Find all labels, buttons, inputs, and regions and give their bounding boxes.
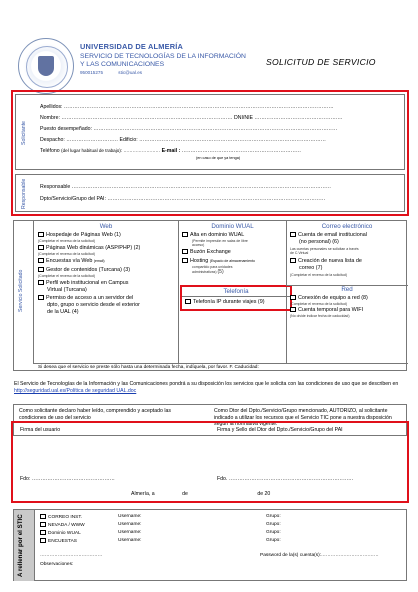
server-access-checkbox[interactable] — [38, 295, 44, 300]
server-access-label-1: Permiso de acceso a un servidor del — [46, 295, 134, 301]
web-dynamic-checkbox[interactable] — [38, 245, 44, 250]
server-access-label-3: de la UAL (4) — [47, 309, 79, 315]
web-survey-checkbox[interactable] — [38, 258, 44, 263]
stic-row-service: NEVADA / WWW — [48, 523, 85, 528]
stic-extra-line[interactable]: ………………………………… — [40, 553, 103, 558]
web-dynamic-label: Páginas Web dinámicas (ASP/PHP) (2) — [46, 245, 141, 251]
user-signature-title: Firma del usuario — [20, 427, 61, 433]
ip-phone-label: Telefonía IP durante viajes (9) — [193, 299, 265, 305]
network-option[interactable] — [290, 295, 368, 301]
conditions-text — [14, 381, 406, 394]
web-survey-label: Encuestas vía Web — [46, 258, 93, 264]
exchange-option[interactable] — [182, 249, 231, 255]
hosting-number: (5) — [217, 269, 224, 275]
stic-row — [40, 522, 85, 529]
departamento-field[interactable]: Dpto/Servicio/Grupo del PAI: ……………………………………………………………………………………………………………… — [40, 196, 326, 202]
services-section — [13, 220, 407, 371]
cms-option[interactable] — [38, 267, 130, 273]
email-field[interactable]: …………………………………………………………… — [181, 148, 302, 154]
inst-email-label-1: Cuenta de email institucional — [298, 232, 367, 238]
hosting-label: Hosting — [190, 258, 209, 264]
profile-option[interactable] — [38, 280, 128, 286]
telefonia-box — [180, 285, 292, 311]
wifi-note: (No olvide indicar fecha de caducidad) — [290, 314, 350, 318]
telefonia-divider — [182, 296, 290, 297]
web-dynamic-note: (Completar el reverso de la solicitud) — [38, 252, 95, 256]
network-note: (Completar el reverso de la solicitud) — [290, 302, 347, 306]
web-hosting-note: (Completar el reverso de la solicitud) — [38, 239, 95, 243]
service-name-line1: SERVICIO DE TECNOLOGÍAS DE LA INFORMACIÓN — [80, 53, 246, 60]
cms-checkbox[interactable] — [38, 267, 44, 272]
hosting-note-3 — [192, 270, 224, 274]
stic-row-service: ENCUESTAS — [48, 539, 77, 544]
telefono-field[interactable] — [40, 148, 301, 154]
stic-row-service: Dominio WUAL — [48, 531, 81, 536]
stic-side-panel — [14, 510, 35, 581]
director-signature-name[interactable]: Fdo. ……………………………………………………………… — [217, 476, 354, 482]
service-name — [80, 53, 280, 69]
ip-phone-checkbox[interactable] — [185, 299, 191, 304]
stic-row-user[interactable]: Username: — [118, 514, 142, 519]
expiry-date-field[interactable]: Si desea que el servicio se preste sólo hasta una determinada fecha, indíquela, por favor. F. Caducidad: — [38, 365, 259, 370]
phone-number: 950015275 — [80, 70, 103, 75]
ip-phone-option[interactable] — [185, 299, 265, 305]
nombre-field[interactable]: Nombre: ……………………………………………………………………………………… DNI/NIE …………………………………………… — [40, 115, 343, 121]
wifi-checkbox[interactable] — [290, 307, 296, 312]
exchange-checkbox[interactable] — [182, 249, 188, 254]
cms-note: (Completar el reverso de la solicitud) — [38, 274, 95, 278]
stic-row-group[interactable]: Grupo: — [266, 530, 281, 535]
hosting-note-1: (Espacio de almacenamiento — [209, 259, 255, 263]
correo-column-title: Correo electrónico — [321, 223, 373, 230]
apellidos-field[interactable]: Apellidos: ………………………………………………………………………………………………………………………………………… — [40, 104, 334, 110]
date-de-2: de 20 — [257, 491, 271, 497]
web-survey-note: (email) — [93, 259, 105, 263]
divider-footer — [33, 363, 408, 364]
wual-column-title: Dominio WUAL — [211, 223, 254, 230]
email-label: E-mail : — [161, 148, 181, 154]
network-label: Conexión de equipo a red (8) — [298, 295, 368, 301]
mailing-list-checkbox[interactable] — [290, 258, 296, 263]
stic-row-user[interactable]: Username: — [118, 538, 142, 543]
stic-row-checkbox[interactable] — [40, 514, 46, 519]
responsable-field[interactable]: Responsable …………………………………………………………………………………………………………………………………… — [40, 184, 332, 190]
hosting-note-2: compartido para unidades — [192, 265, 233, 269]
stic-section — [13, 509, 407, 581]
hosting-option[interactable] — [182, 258, 255, 264]
mailing-list-label-1: Creación de nueva lista de — [298, 258, 362, 264]
stic-row — [40, 538, 77, 545]
signature-section — [11, 421, 409, 503]
applicant-section — [11, 90, 409, 216]
contact-email: stic@ual.es — [118, 70, 143, 75]
exchange-label: Buzón Exchange — [190, 249, 231, 255]
wifi-option[interactable] — [290, 307, 363, 313]
contact-info — [80, 70, 156, 76]
service-name-line2: Y LAS COMUNICACIONES — [80, 61, 165, 68]
stic-row-checkbox[interactable] — [40, 530, 46, 535]
web-dynamic-option[interactable] — [38, 245, 140, 251]
web-hosting-checkbox[interactable] — [38, 232, 44, 237]
wual-account-note-2: acceso) — [192, 243, 205, 247]
network-checkbox[interactable] — [290, 295, 296, 300]
date-place: Almería, a — [131, 491, 155, 497]
services-side-label: Servicio Solicitado — [18, 269, 24, 313]
password-field[interactable]: Password de la(s) cuenta(s):……………………………… — [260, 553, 379, 558]
inst-email-label-2: (no personal) (6) — [299, 239, 339, 245]
despacho-field[interactable]: Despacho: ………………………… Edificio: ……………………………………………………………………………………………… — [40, 137, 326, 143]
wual-account-label: Alta en dominio WUAL — [190, 232, 245, 238]
mailing-list-note: (Completar el reverso de la solicitud) — [290, 273, 347, 277]
stic-row-service: CORREO INST. — [48, 515, 83, 520]
red-column-title: Red — [341, 286, 353, 293]
university-seal-logo — [18, 38, 74, 94]
divider-left — [33, 221, 34, 363]
document-title: SOLICITUD DE SERVICIO — [266, 57, 376, 67]
divider-col1 — [178, 221, 179, 363]
profile-label-1: Perfil web institucional en Campus — [46, 280, 129, 286]
inst-email-checkbox[interactable] — [290, 232, 296, 237]
responsable-label: Responsable — [21, 178, 27, 210]
profile-checkbox[interactable] — [38, 280, 44, 285]
stic-row — [40, 514, 82, 521]
web-column-title: Web — [99, 223, 113, 230]
stic-row-group[interactable]: Grupo: — [266, 522, 281, 527]
observations-field[interactable]: Observaciones: — [40, 562, 74, 567]
stic-row-group[interactable]: Grupo: — [266, 538, 281, 543]
applicant-declaration: Como solicitante declaro haber leído, comprendido y aceptado las condiciones de uso del servicio — [19, 408, 171, 421]
mailing-list-option[interactable] — [290, 258, 362, 264]
hosting-checkbox[interactable] — [182, 258, 188, 263]
profile-label-2: Virtual (Turcana) — [47, 287, 87, 293]
date-line[interactable] — [131, 491, 331, 498]
conditions-body: El Servicio de Tecnologías de la Información y las Comunicaciones pondrá a su disposición los servicios que le solicita con las condiciones de uso que se describen en — [14, 381, 399, 387]
solicitante-label: Solicitante — [21, 121, 27, 145]
wifi-label: Cuenta temporal para WIFI — [298, 307, 364, 313]
server-access-option[interactable] — [38, 295, 133, 301]
mailing-list-label-2: correo (7) — [299, 265, 323, 271]
email-note: (en caso de que ya tenga) — [196, 156, 241, 160]
web-hosting-label: Hospedaje de Páginas Web (1) — [46, 232, 121, 238]
university-name: UNIVERSIDAD DE ALMERÍA — [80, 42, 184, 51]
conditions-link[interactable]: http://seguridad.ual.es/Política de seguridad UAL.doc — [14, 387, 137, 394]
hosting-note-3-text: administrativas) — [192, 270, 217, 274]
director-signature-title: Firma y Sello del Dtor del Dpto./Servicio/Grupo del PAI — [217, 427, 343, 433]
wual-account-option[interactable] — [182, 232, 244, 238]
stic-row-checkbox[interactable] — [40, 538, 46, 543]
stic-row-group[interactable]: Grupo: — [266, 514, 281, 519]
telefono-label: Teléfono — [40, 148, 60, 154]
solicitante-panel — [15, 94, 405, 170]
stic-row-checkbox[interactable] — [40, 522, 46, 527]
wual-account-checkbox[interactable] — [182, 232, 188, 237]
inst-email-option[interactable] — [290, 232, 367, 238]
web-hosting-option[interactable] — [38, 232, 121, 238]
stic-row-user[interactable]: Username: — [118, 530, 142, 535]
stic-row-user[interactable]: Username: — [118, 522, 142, 527]
server-access-label-2: dpto, grupo o servicio desde el exterior — [47, 302, 140, 308]
director-authorization: Como Dtor del Dpto./Servicio/Grupo mencionado, AUTORIZO, al solicitante indicado a utilizar los recursos que el Servicio TIC pone a nuestra disposición según la normativa vigente. — [214, 408, 392, 428]
user-signature-name[interactable]: Fdo: ………………………………………… — [20, 476, 115, 482]
responsable-panel — [15, 174, 405, 212]
puesto-field[interactable]: Puesto desempeñado: …………………………………………………………………………………………………………………………… — [40, 126, 338, 132]
telefonia-title: Telefonía — [223, 288, 249, 295]
inst-email-note-2: de C.Virtual — [290, 251, 309, 255]
wual-account-note-1: (Permite impresión en salas de libre — [192, 239, 248, 243]
web-survey-option[interactable] — [38, 258, 105, 264]
stic-row — [40, 530, 81, 537]
stic-side-label: A rellenar por el STIC — [17, 514, 24, 577]
inst-email-note-1: Las cuentas personales se solicitan a través — [290, 247, 359, 251]
telefono-note: (del lugar habitual de trabajo): …………………… — [61, 148, 161, 153]
date-de-1: de — [182, 491, 188, 497]
cms-label: Gestor de contenidos (Turcana) (3) — [46, 267, 130, 273]
